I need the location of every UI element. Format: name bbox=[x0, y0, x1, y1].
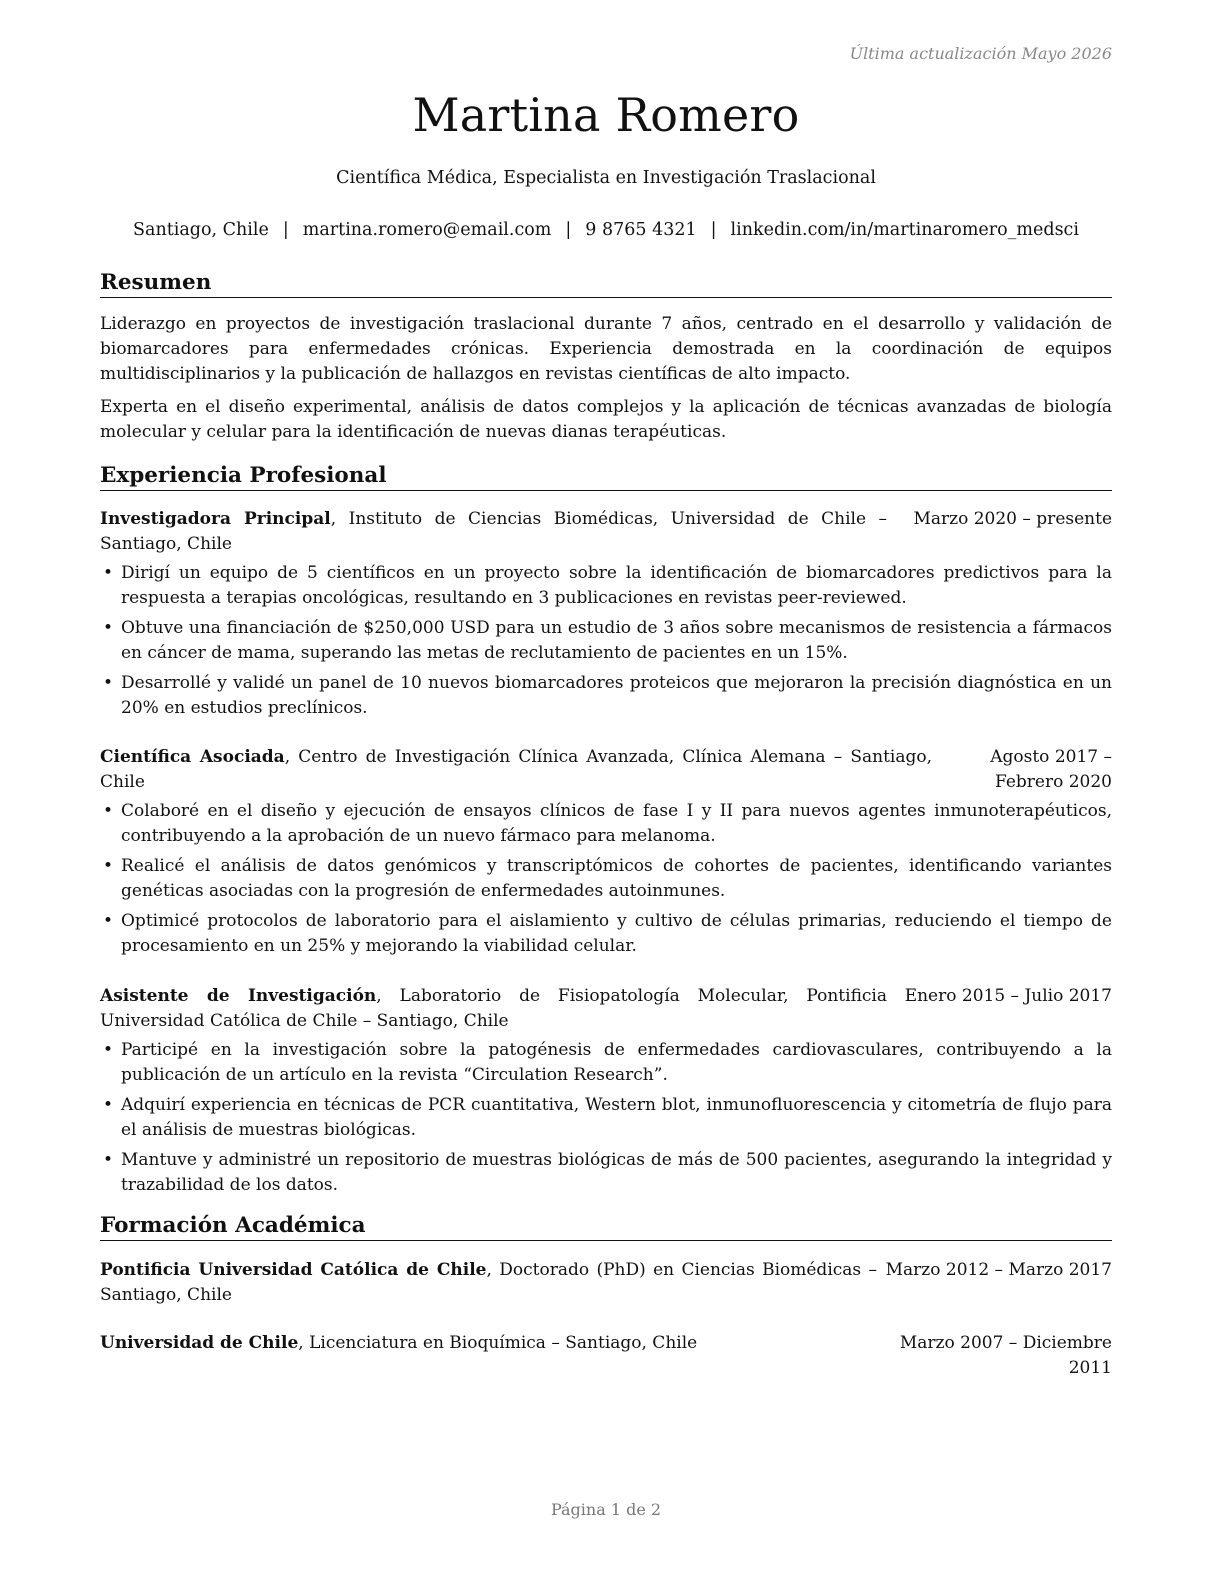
job-entry bbox=[100, 745, 1112, 964]
job-header bbox=[100, 984, 1112, 1034]
summary-paragraph: Experta en el diseño experimental, análisis de datos complejos y la aplicación de técnicas avanzadas de biología molecular y celular para la identificación de nuevas dianas terapéuticas. bbox=[100, 397, 1112, 442]
page-number: Página 1 de 2 bbox=[550, 1500, 662, 1519]
job-role: Investigadora Principal bbox=[100, 509, 331, 529]
job-role: Asistente de Investigación bbox=[100, 986, 377, 1006]
list-item: • Colaboré en el diseño y ejecución de ensayos clínicos de fase I y II para nuevos agentes inmunoterapéuticos, contribuyendo a la aprobación de un nuevo fármaco para melanoma. bbox=[100, 799, 1112, 849]
job-organization: , Laboratorio de Fisiopatología Molecular, Pontificia Universidad Católica de Chile – Santiago, Chile bbox=[100, 986, 887, 1031]
contact-phone: 9 8765 4321 bbox=[585, 220, 697, 240]
list-item: • Dirigí un equipo de 5 científicos en un proyecto sobre la identificación de biomarcadores predictivos para la respuesta a terapias oncológicas, resultando en 3 publicaciones en revistas peer-reviewed. bbox=[100, 561, 1112, 611]
education-entry bbox=[100, 1258, 1112, 1308]
education-header bbox=[100, 1331, 1112, 1378]
list-item: • Obtuve una financiación de $250,000 USD para un estudio de 3 años sobre mecanismos de resistencia a fármacos en cáncer de mama, superando las metas de reclutamiento de pacientes en un 15%. bbox=[100, 616, 1112, 666]
section-title-summary: Resumen bbox=[100, 270, 1112, 298]
contact-line bbox=[100, 220, 1112, 240]
job-dates: Marzo 2020 – presente bbox=[913, 507, 1112, 532]
job-role: Científica Asociada bbox=[100, 747, 285, 767]
experience-section bbox=[100, 463, 1112, 491]
last-updated-label: Última actualización Mayo 2026 bbox=[849, 44, 1112, 63]
job-bullets bbox=[100, 1038, 1112, 1198]
contact-separator: | bbox=[710, 220, 717, 240]
list-item: • Realicé el análisis de datos genómicos y transcriptómicos de cohortes de pacientes, identificando variantes genéticas asociadas con la progresión de enfermedades autoinmunes. bbox=[100, 854, 1112, 904]
job-bullets bbox=[100, 799, 1112, 959]
job-dates: Enero 2015 – Julio 2017 bbox=[905, 984, 1112, 1009]
contact-separator: | bbox=[282, 220, 289, 240]
list-item: • Mantuve y administré un repositorio de muestras biológicas de más de 500 pacientes, asegurando la integridad y trazabilidad de los datos. bbox=[100, 1148, 1112, 1198]
section-title-education: Formación Académica bbox=[100, 1213, 1112, 1241]
job-header bbox=[100, 745, 1112, 795]
summary-paragraph: Liderazgo en proyectos de investigación traslacional durante 7 años, centrado en el desarrollo y validación de biomarcadores para enfermedades crónicas. Experiencia demostrada en la coordinación de equipos multidisciplinarios y la publicación de hallazgos en revistas científicas de alto impacto. bbox=[100, 314, 1112, 384]
job-header bbox=[100, 507, 1112, 557]
education-detail: , Licenciatura en Bioquímica – Santiago, Chile bbox=[298, 1333, 698, 1353]
contact-location: Santiago, Chile bbox=[133, 220, 269, 240]
education-detail: , Doctorado (PhD) en Ciencias Biomédicas – Santiago, Chile bbox=[100, 1260, 877, 1305]
job-entry bbox=[100, 984, 1112, 1203]
contact-linkedin[interactable]: linkedin.com/in/martinaromero_medsci bbox=[730, 220, 1079, 240]
resume-page bbox=[100, 0, 1112, 1584]
job-organization: , Centro de Investigación Clínica Avanzada, Clínica Alemana – Santiago, Chile bbox=[100, 747, 933, 792]
job-dates: Agosto 2017 – Febrero 2020 bbox=[937, 745, 1112, 795]
candidate-headline: Científica Médica, Especialista en Investigación Traslacional bbox=[336, 168, 876, 188]
list-item: • Participé en la investigación sobre la patogénesis de enfermedades cardiovasculares, contribuyendo a la publicación de un artículo en la revista “Circulation Research”. bbox=[100, 1038, 1112, 1088]
contact-email[interactable]: martina.romero@email.com bbox=[302, 220, 552, 240]
list-item: • Adquirí experiencia en técnicas de PCR cuantitativa, Western blot, inmunofluorescencia y citometría de flujo para el análisis de muestras biológicas. bbox=[100, 1093, 1112, 1143]
education-entry bbox=[100, 1331, 1112, 1378]
contact-separator: | bbox=[565, 220, 572, 240]
candidate-name: Martina Romero bbox=[412, 88, 800, 142]
education-institution: Pontificia Universidad Católica de Chile bbox=[100, 1260, 487, 1280]
list-item: • Desarrollé y validé un panel de 10 nuevos biomarcadores proteicos que mejoraron la precisión diagnóstica en un 20% en estudios preclínicos. bbox=[100, 671, 1112, 721]
job-bullets bbox=[100, 561, 1112, 721]
summary-section bbox=[100, 270, 1112, 445]
list-item: • Optimicé protocolos de laboratorio para el aislamiento y cultivo de células primarias, reduciendo el tiempo de procesamiento en un 25% y mejorando la viabilidad celular. bbox=[100, 909, 1112, 959]
job-entry bbox=[100, 507, 1112, 726]
education-section bbox=[100, 1213, 1112, 1241]
education-header bbox=[100, 1258, 1112, 1308]
section-title-experience: Experiencia Profesional bbox=[100, 463, 1112, 491]
education-dates: Marzo 2012 – Marzo 2017 bbox=[886, 1258, 1112, 1283]
education-dates: Marzo 2007 – Diciembre 2011 bbox=[877, 1331, 1112, 1381]
education-institution: Universidad de Chile bbox=[100, 1333, 299, 1353]
job-organization: , Instituto de Ciencias Biomédicas, Universidad de Chile – Santiago, Chile bbox=[100, 509, 888, 554]
